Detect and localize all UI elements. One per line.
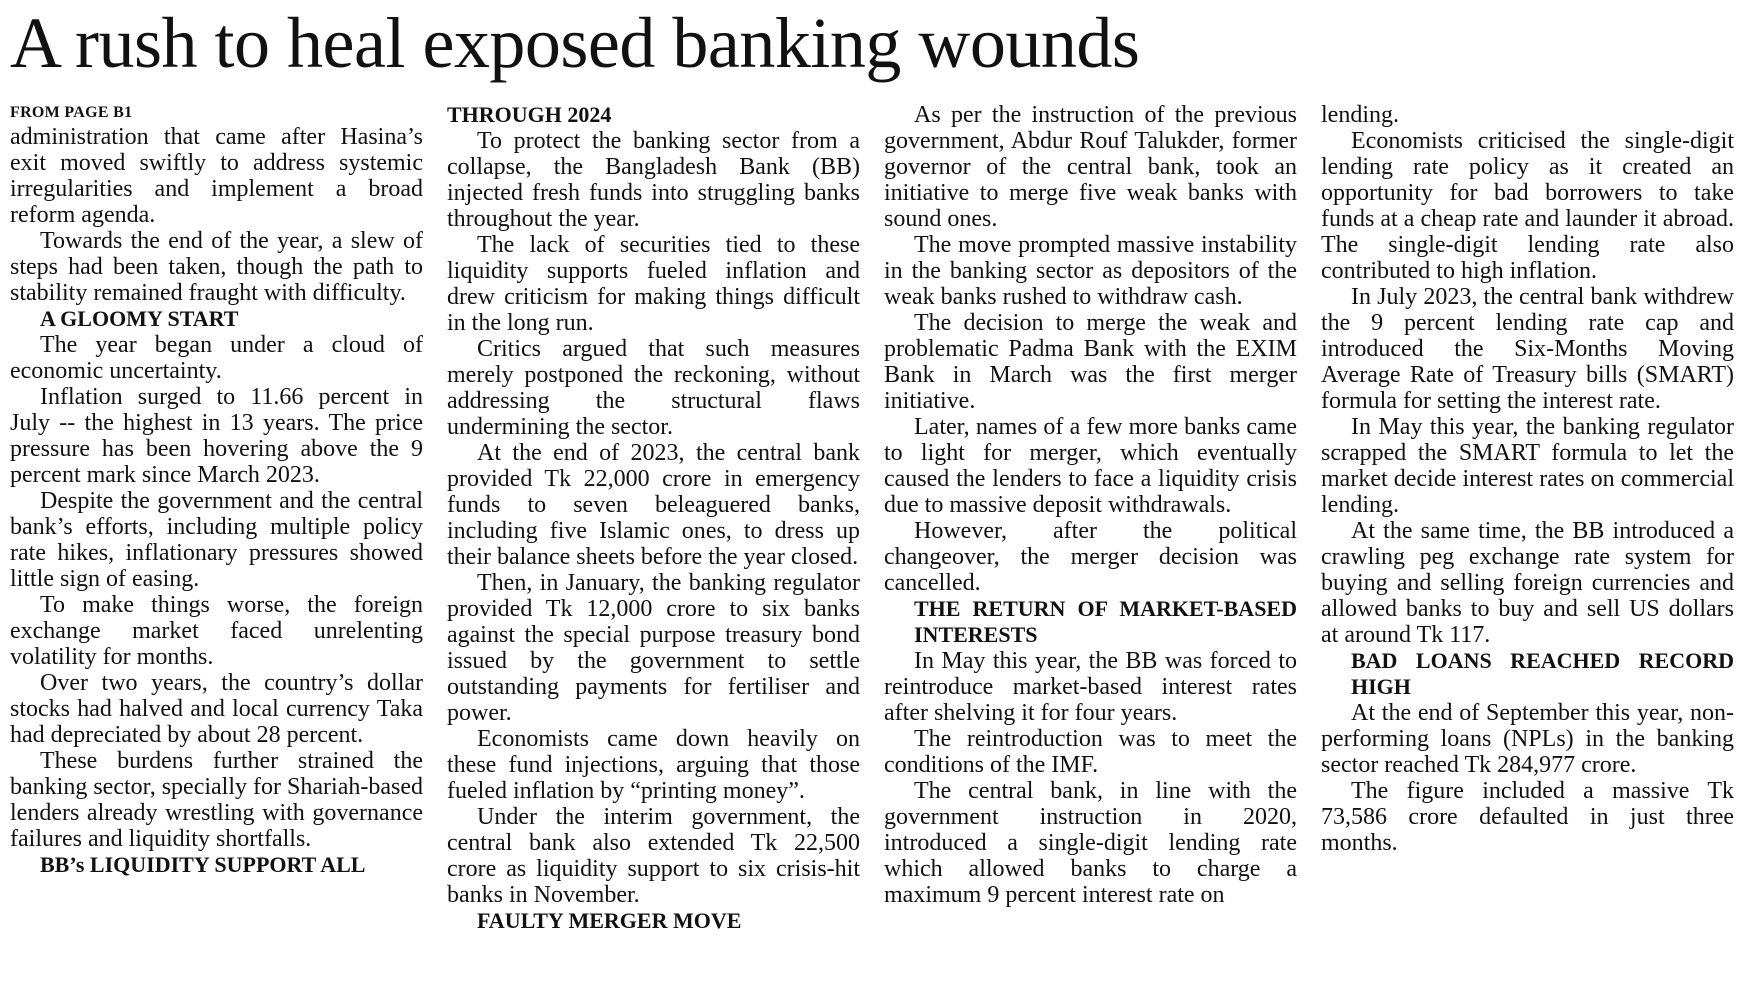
paragraph: At the end of September this year, non-performing loans (NPLs) in the banking sector reached Tk 284,977 crore. xyxy=(1321,700,1734,778)
paragraph: At the end of 2023, the central bank provided Tk 22,000 crore in emergency funds to seven beleaguered banks, including five Islamic ones, to dress up their balance sheets before the year closed. xyxy=(447,440,860,570)
subheading: A GLOOMY START xyxy=(40,306,239,331)
paragraph: In May this year, the banking regulator scrapped the SMART formula to let the market decide interest rates on commercial lending. xyxy=(1321,414,1734,518)
subheading: THROUGH 2024 xyxy=(447,102,612,127)
paragraph: Economists criticised the single-digit lending rate policy as it created an opportunity for bad borrowers to take funds at a cheap rate and launder it abroad. The single-digit lending rate also contributed to high inflation. xyxy=(1321,128,1734,284)
paragraph: Despite the government and the central bank’s efforts, including multiple policy rate hikes, inflationary pressures showed little sign of easing. xyxy=(10,488,423,592)
paragraph: The move prompted massive instability in the banking sector as depositors of the weak banks rushed to withdraw cash. xyxy=(884,232,1297,310)
paragraph: At the same time, the BB introduced a crawling peg exchange rate system for buying and selling foreign currencies and allowed banks to buy and sell US dollars at around Tk 117. xyxy=(1321,518,1734,648)
subheading: BB’s LIQUIDITY SUPPORT ALL xyxy=(40,852,366,877)
headline: A rush to heal exposed banking wounds xyxy=(10,3,1140,83)
paragraph: In July 2023, the central bank withdrew the 9 percent lending rate cap and introduced the Six-Months Moving Average Rate of Treasury bills (SMART) formula for setting the interest rate. xyxy=(1321,284,1734,414)
paragraph: Later, names of a few more banks came to light for merger, which eventually caused the lenders to face a liquidity crisis due to massive deposit withdrawals. xyxy=(884,414,1297,518)
paragraph: In May this year, the BB was forced to reintroduce market-based interest rates after shelving it for four years. xyxy=(884,648,1297,726)
paragraph: Towards the end of the year, a slew of steps had been taken, though the path to stability remained fraught with difficulty. xyxy=(10,228,423,306)
subheading: BAD LOANS REACHED RECORD HIGH xyxy=(1351,648,1734,699)
paragraph: The lack of securities tied to these liquidity supports fueled inflation and drew criticism for making things difficult in the long run. xyxy=(447,232,860,336)
paragraph: Over two years, the country’s dollar stocks had halved and local currency Taka had depreciated by about 28 percent. xyxy=(10,670,423,748)
paragraph: Critics argued that such measures merely postponed the reckoning, without addressing the structural flaws undermining the sector. xyxy=(447,336,860,440)
column-2 xyxy=(447,102,860,982)
column-1 xyxy=(10,102,423,982)
subheading: THE RETURN OF MARKET-BASED INTERESTS xyxy=(914,596,1297,647)
paragraph: The reintroduction was to meet the conditions of the IMF. xyxy=(884,726,1297,778)
subheading: FAULTY MERGER MOVE xyxy=(477,908,742,933)
paragraph: The year began under a cloud of economic uncertainty. xyxy=(10,332,423,384)
paragraph: Inflation surged to 11.66 percent in July -- the highest in 13 years. The price pressure has been hovering above the 9 percent mark since March 2023. xyxy=(10,384,423,488)
dateline: FROM PAGE B1 xyxy=(10,104,133,121)
paragraph: To make things worse, the foreign exchange market faced unrelenting volatility for months. xyxy=(10,592,423,670)
paragraph: The central bank, in line with the government instruction in 2020, introduced a single-digit lending rate which allowed banks to charge a maximum 9 percent interest rate on xyxy=(884,778,1297,908)
paragraph: These burdens further strained the banking sector, specially for Shariah-based lenders already wrestling with governance failures and liquidity shortfalls. xyxy=(10,748,423,852)
column-4 xyxy=(1321,102,1734,982)
paragraph: administration that came after Hasina’s exit moved swiftly to address systemic irregularities and implement a broad reform agenda. xyxy=(10,124,423,228)
article-columns xyxy=(10,102,1734,982)
paragraph: lending. xyxy=(1321,102,1399,128)
paragraph: Under the interim government, the central bank also extended Tk 22,500 crore as liquidity support to six crisis-hit banks in November. xyxy=(447,804,860,908)
paragraph: As per the instruction of the previous government, Abdur Rouf Talukder, former governor of the central bank, took an initiative to merge five weak banks with sound ones. xyxy=(884,102,1297,232)
paragraph: The figure included a massive Tk 73,586 crore defaulted in just three months. xyxy=(1321,778,1734,856)
paragraph: Then, in January, the banking regulator provided Tk 12,000 crore to six banks against the special purpose treasury bond issued by the government to settle outstanding payments for fertiliser and power. xyxy=(447,570,860,726)
column-3 xyxy=(884,102,1297,982)
paragraph: Economists came down heavily on these fund injections, arguing that those fueled inflation by “printing money”. xyxy=(447,726,860,804)
paragraph: The decision to merge the weak and problematic Padma Bank with the EXIM Bank in March was the first merger initiative. xyxy=(884,310,1297,414)
paragraph: To protect the banking sector from a collapse, the Bangladesh Bank (BB) injected fresh funds into struggling banks throughout the year. xyxy=(447,128,860,232)
paragraph: However, after the political changeover, the merger decision was cancelled. xyxy=(884,518,1297,596)
